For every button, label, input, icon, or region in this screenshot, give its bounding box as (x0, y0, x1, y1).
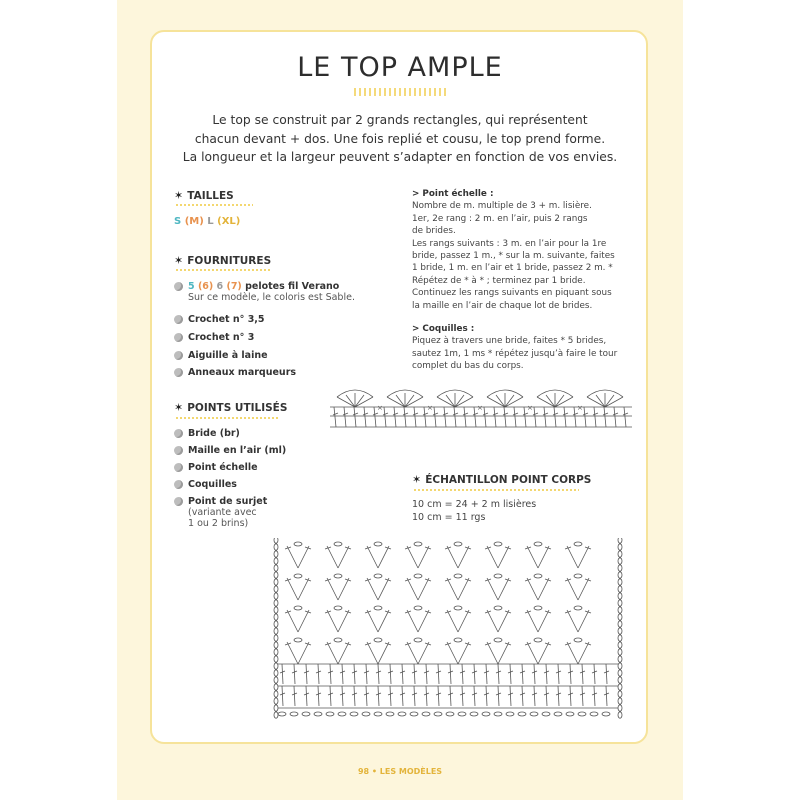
svg-text:×: × (577, 404, 583, 412)
intro-line: La longueur et la largeur peuvent s’adapter en fonction de vos envies. (182, 150, 618, 164)
size-l: L (207, 216, 214, 227)
dotted-divider (175, 204, 253, 206)
list-item: 5 (6) 6 (7) pelotes fil Verano Sur ce modèle, le coloris est Sable. (174, 281, 355, 315)
svg-text:×: × (527, 404, 533, 412)
intro-paragraph (160, 111, 640, 167)
star-icon: ✶ (174, 189, 184, 202)
yarn-ball-icon (174, 463, 183, 472)
list-item: Crochet n° 3 (174, 332, 355, 350)
dotted-divider (175, 269, 271, 271)
yarn-ball-icon (174, 315, 183, 324)
list-item: Bride (br) (174, 428, 286, 445)
yarn-ball-icon (174, 480, 183, 489)
list-item: Coquilles (174, 479, 286, 496)
yarn-ball-icon (174, 446, 183, 455)
section-heading-fournitures: ✶ FOURNITURES (174, 254, 272, 267)
dotted-divider (175, 417, 279, 419)
list-item: Crochet n° 3,5 (174, 314, 355, 330)
star-icon: ✶ (174, 254, 184, 267)
section-heading-tailles: ✶ TAILLES (174, 189, 234, 202)
list-item: Aiguille à laine (174, 350, 355, 367)
echantillon-text: 10 cm = 24 + 2 m lisières 10 cm = 11 rgs (412, 499, 537, 523)
list-item: Anneaux marqueurs (174, 367, 355, 384)
page-footer: 98 • LES MODÈLES (357, 767, 443, 776)
section-heading-echantillon: ✶ ÉCHANTILLON POINT CORPS (412, 473, 592, 486)
section-heading-points: ✶ POINTS UTILISÉS (174, 401, 288, 414)
dotted-divider (413, 489, 579, 491)
title-underline-decoration (353, 87, 448, 97)
yarn-ball-icon (174, 368, 183, 377)
svg-text:×: × (477, 404, 483, 412)
sizes-list (174, 216, 240, 227)
svg-text:×: × (377, 404, 383, 412)
yarn-ball-icon (174, 497, 183, 506)
list-item: Maille en l’air (ml) (174, 445, 286, 462)
star-icon: ✶ (412, 473, 422, 486)
list-item: Point de surjet (variante avec 1 ou 2 brins) (174, 496, 286, 529)
intro-line: chacun devant + dos. Une fois replié et cousu, le top prend forme. (194, 131, 606, 146)
size-m: (M) (184, 216, 204, 227)
yarn-ball-icon (174, 333, 183, 342)
stitch-chart-diagram (268, 538, 630, 720)
yarn-ball-icon (174, 351, 183, 360)
coquilles-diagram (330, 385, 640, 433)
star-icon: ✶ (174, 401, 184, 414)
point-echelle-text: > Point échelle : Nombre de m. multiple de 3 + m. lisière. 1er, 2e rang : 2 m. en l’air, puis 2 rangs de brides. Les rangs suivants : 3 m. en l’air pour la 1re bride, passez 1 m., * sur la m. suivante, faites 1 bride, 1 m. en l’air et 1 bride, passez 2 m. * Répétez de * à * ; terminez par 1 bride. Continuez les rangs suivants en piquant sous la maille en l’air de chaque lot de brides. (412, 189, 615, 311)
size-s: S (174, 216, 182, 227)
yarn-ball-icon (174, 429, 183, 438)
fournitures-list (174, 281, 355, 384)
svg-text:×: × (427, 404, 433, 412)
list-item: Point échelle (174, 462, 286, 479)
size-xl: (XL) (217, 216, 241, 227)
intro-line: Le top se construit par 2 grands rectangles, qui représentent (212, 113, 588, 127)
coquilles-text: > Coquilles : Piquez à travers une bride, faites * 5 brides, sautez 1m, 1 ms * répétez jusqu’à faire le tour complet du bas du corps. (412, 324, 618, 372)
page-title: LE TOP AMPLE (297, 52, 503, 83)
points-list (174, 428, 286, 529)
yarn-ball-icon (174, 282, 183, 291)
